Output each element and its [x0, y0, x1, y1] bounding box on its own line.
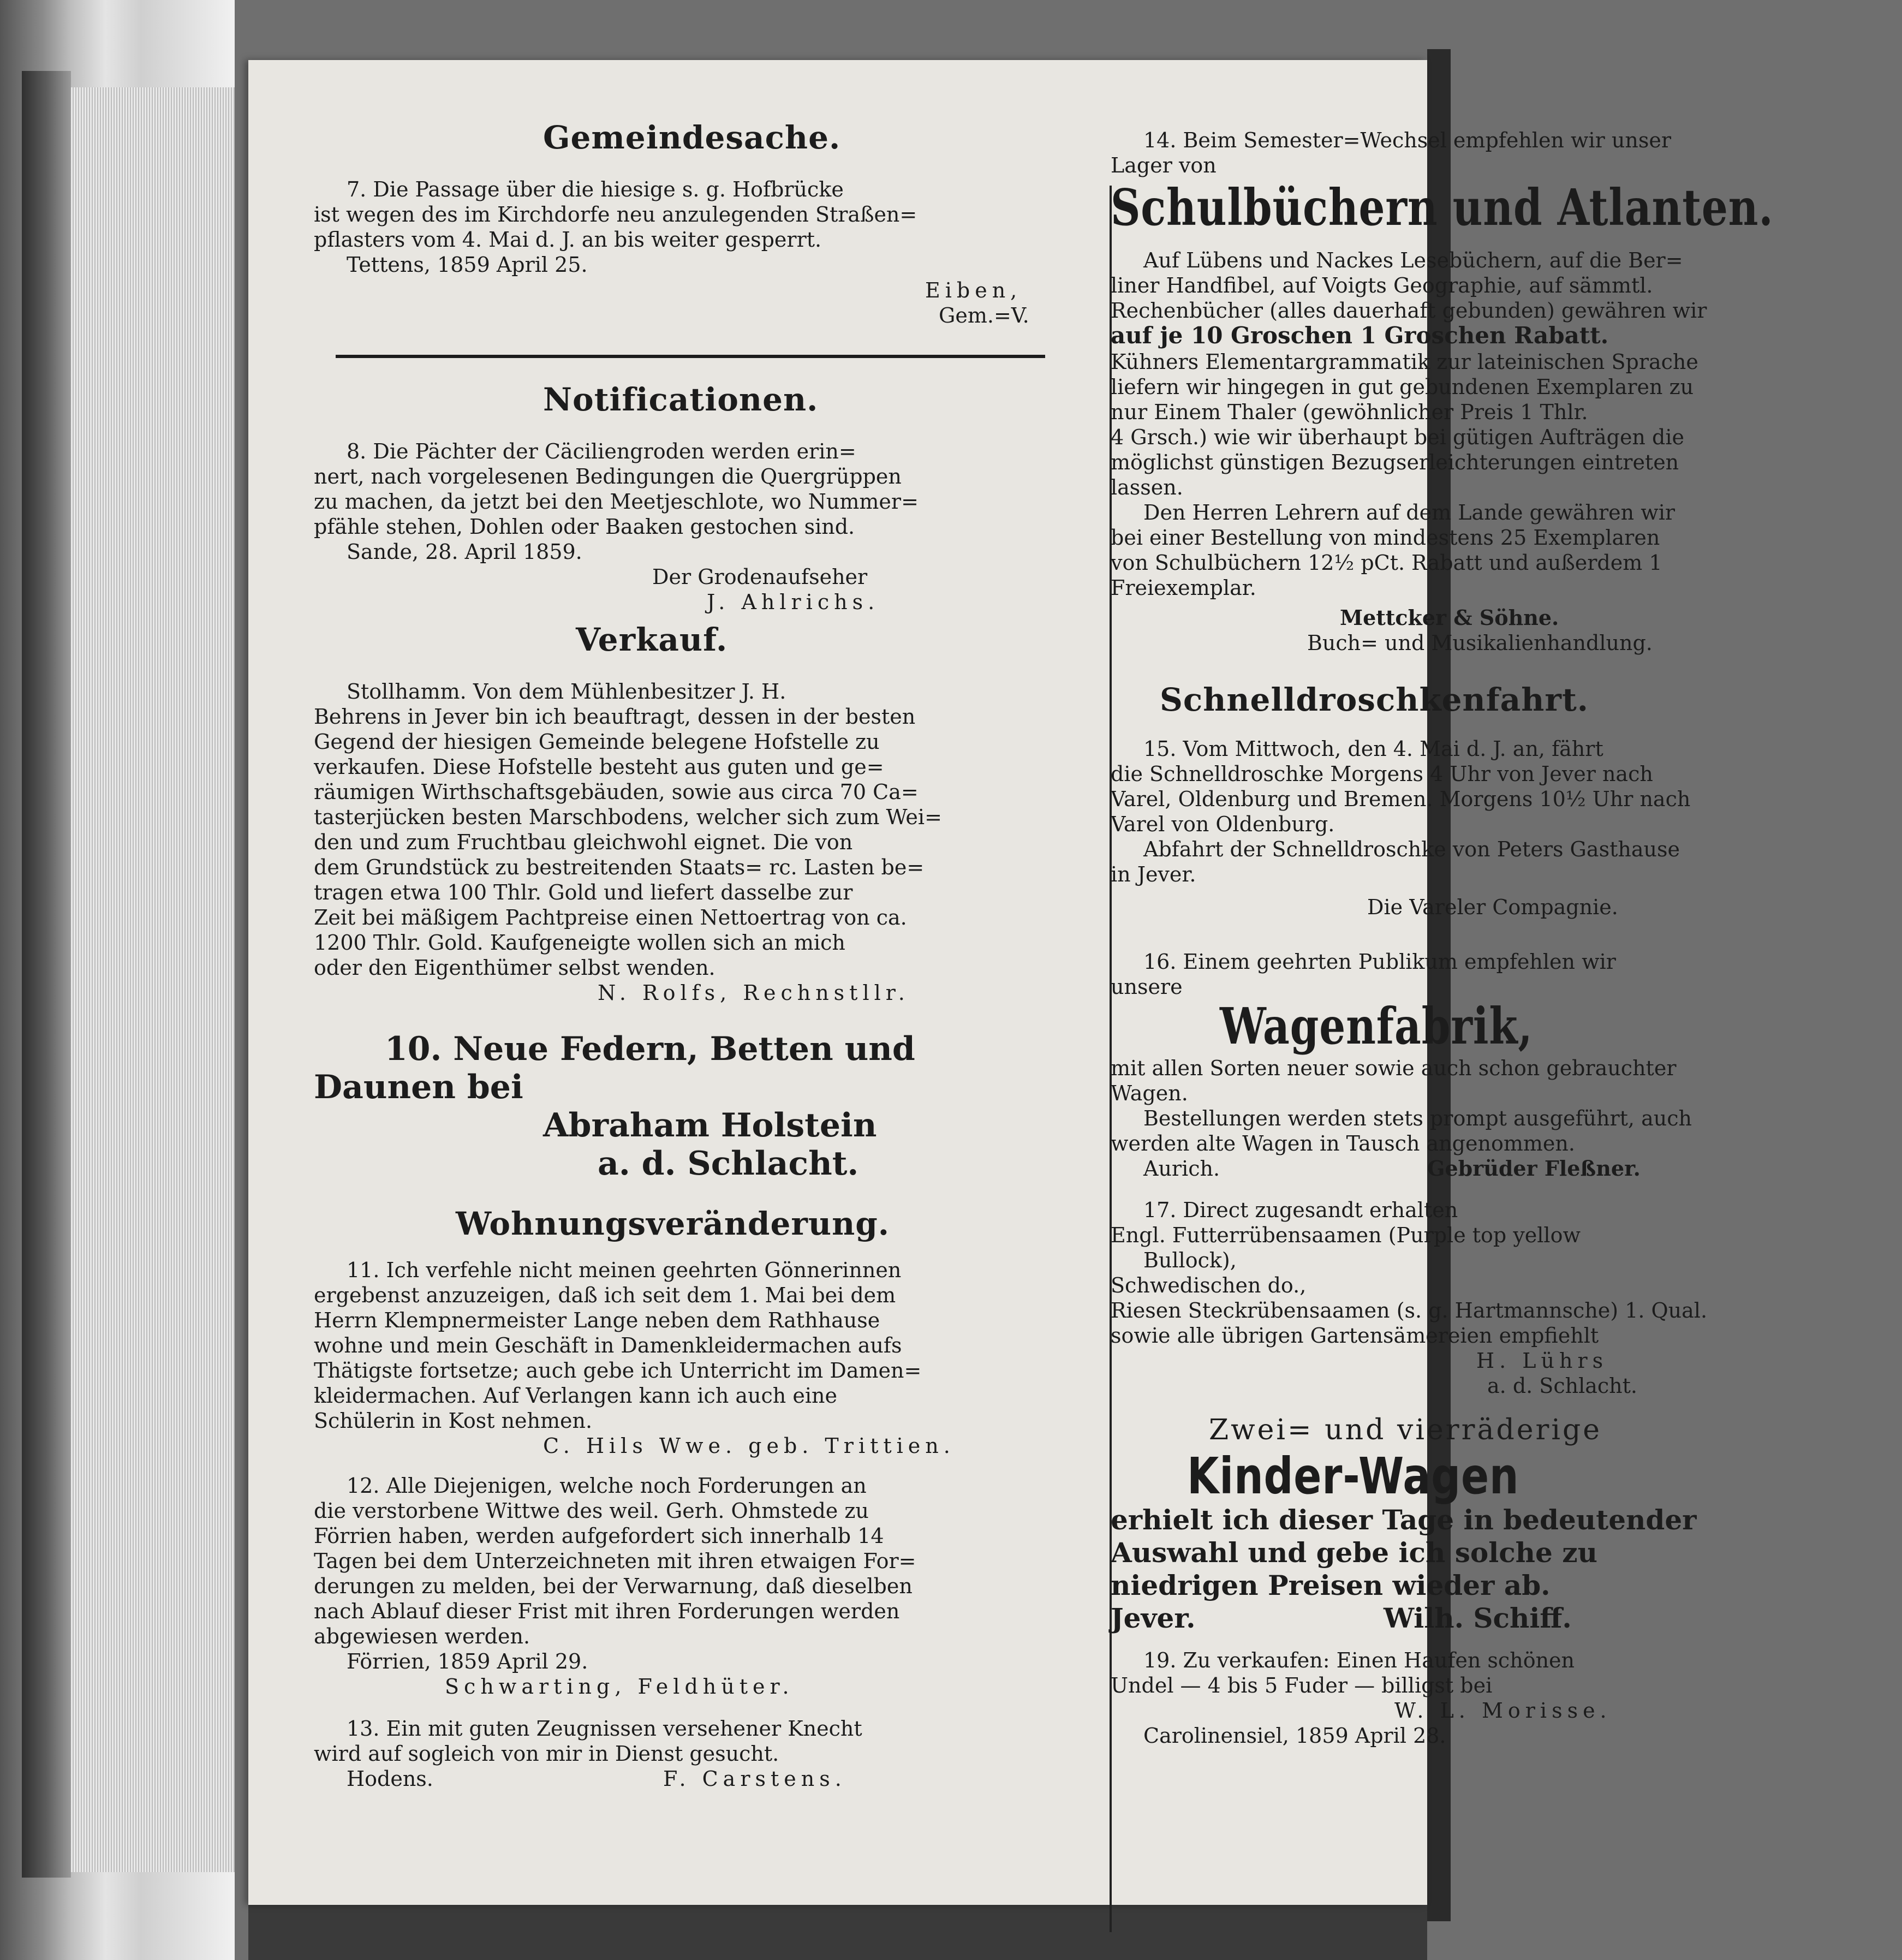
n19-date: Carolinensiel, 1859 April 28.	[1143, 1724, 1446, 1748]
n14-signer-2: Buch= und Musikalienhandlung.	[1307, 631, 1653, 655]
n12-line-6: nach Ablauf dieser Frist mit ihren Forderungen werden	[314, 1599, 900, 1623]
n18-headline: Kinder-Wagen	[1187, 1447, 1519, 1505]
n14-line-4: Kühners Elementargrammatik zur lateinischen Sprache	[1111, 350, 1698, 374]
n18-signer: Wilh. Schiff.	[1384, 1602, 1572, 1634]
verkauf-line-2: Behrens in Jever bin ich beauftragt, dessen in der besten	[314, 705, 916, 729]
notif-line-4: pfähle stehen, Dohlen oder Baaken gestochen sind.	[314, 515, 855, 539]
verkauf-line-10: Zeit bei mäßigem Pachtpreise einen Nettoertrag von ca.	[314, 905, 907, 930]
n12-line-4: Tagen bei dem Unterzeichneten mit ihren etwaigen For=	[314, 1549, 916, 1573]
n12-line-7: abgewiesen werden.	[314, 1624, 530, 1648]
gemeinde-signer-1: Eiben,	[925, 278, 1022, 302]
n14-line-11: bei einer Bestellung von mindestens 25 Exemplaren	[1111, 526, 1660, 550]
n14-line-2: liner Handfibel, auf Voigts Geographie, auf sämmtl.	[1111, 273, 1653, 297]
verkauf-line-8: dem Grundstück zu bestreitenden Staats= rc. Lasten be=	[314, 855, 925, 879]
page-stack	[71, 87, 235, 1872]
notif-line-3: zu machen, da jetzt bei den Meetjeschlote, wo Nummer=	[314, 490, 919, 514]
n14-line-8: möglichst günstigen Bezugserleichterungen eintreten	[1111, 450, 1679, 474]
verkauf-line-4: verkaufen. Diese Hofstelle besteht aus guten und ge=	[314, 755, 884, 779]
verkauf-line-11: 1200 Thlr. Gold. Kaufgeneigte wollen sich an mich	[314, 931, 845, 955]
notif-signer-1: Der Grodenaufseher	[652, 565, 868, 589]
wohnung-line-4: wohne und mein Geschäft in Damenkleidermachen aufs	[314, 1333, 902, 1357]
verkauf-line-12: oder den Eigenthümer selbst wenden.	[314, 956, 716, 980]
wohnung-line-7: Schülerin in Kost nehmen.	[314, 1409, 593, 1433]
n19-line-2: Undel — 4 bis 5 Fuder — billigst bei	[1111, 1673, 1493, 1697]
n17-signer-2: a. d. Schlacht.	[1487, 1374, 1637, 1398]
verkauf-line-9: tragen etwa 100 Thlr. Gold und liefert dasselbe zur	[314, 880, 853, 904]
n16-intro-1: 16. Einem geehrten Publikum empfehlen wir	[1143, 950, 1616, 974]
notif-line-5: Sande, 28. April 1859.	[347, 540, 582, 564]
book-page-edges	[0, 0, 235, 1960]
verkauf-signer: N. Rolfs, Rechnstllr.	[598, 981, 910, 1005]
n14-rabatt: auf je 10 Groschen 1 Groschen Rabatt.	[1111, 322, 1609, 349]
scan-border-bottom	[248, 1905, 1427, 1960]
n18-place: Jever.	[1111, 1602, 1196, 1634]
wohnung-signer: C. Hils Wwe. geb. Trittien.	[543, 1434, 955, 1458]
gemeinde-line-1: 7. Die Passage über die hiesige s. g. Hofbrücke	[347, 177, 844, 201]
n14-line-12: von Schulbüchern 12½ pCt. Rabatt und außerdem 1	[1111, 551, 1662, 575]
n16-place: Aurich.	[1143, 1157, 1220, 1181]
wohnung-line-5: Thätigste fortsetze; auch gebe ich Unterricht im Damen=	[314, 1359, 922, 1383]
verkauf-line-3: Gegend der hiesigen Gemeinde belegene Hofstelle zu	[314, 730, 880, 754]
n16-signer: Gebrüder Fleßner.	[1427, 1156, 1641, 1181]
notif-line-1: 8. Die Pächter der Cäciliengroden werden erin=	[347, 439, 856, 463]
n15-line-3: Varel, Oldenburg und Bremen. Morgens 10½ Uhr nach	[1111, 787, 1691, 811]
n15-line-2: die Schnelldroschke Morgens 4 Uhr von Jever nach	[1111, 762, 1653, 786]
n17-line-4: Schwedischen do.,	[1111, 1273, 1307, 1297]
notif-signer-2: J. Ahlrichs.	[707, 590, 880, 614]
n12-line-1: 12. Alle Diejenigen, welche noch Forderungen an	[347, 1474, 867, 1498]
n12-line-2: die verstorbene Wittwe des weil. Gerh. Ohmstede zu	[314, 1499, 869, 1523]
n12-line-5: derungen zu melden, bei der Verwarnung, daß dieselben	[314, 1574, 913, 1598]
n16-heading: Wagenfabrik,	[1220, 997, 1533, 1056]
n18-line-4: niedrigen Preisen wieder ab.	[1111, 1569, 1551, 1601]
n15-line-6: in Jever.	[1111, 862, 1196, 886]
n14-line-5: liefern wir hingegen in gut gebundenen Exemplaren zu	[1111, 375, 1694, 399]
n14-line-13: Freiexemplar.	[1111, 576, 1256, 600]
gemeinde-line-4: Tettens, 1859 April 25.	[347, 253, 588, 277]
verkauf-line-5: räumigen Wirthschaftsgebäuden, sowie aus circa 70 Ca=	[314, 780, 919, 804]
wohnung-heading: Wohnungsveränderung.	[456, 1205, 890, 1242]
federn-place: a. d. Schlacht.	[598, 1145, 859, 1183]
n13-line-1: 13. Ein mit guten Zeugnissen versehener Knecht	[347, 1717, 862, 1741]
n14-intro-1: 14. Beim Semester=Wechsel empfehlen wir unser	[1143, 128, 1672, 152]
n17-signer-1: H. Lührs	[1476, 1349, 1608, 1373]
verkauf-line-6: tasterjücken besten Marschbodens, welcher sich zum Wei=	[314, 805, 942, 829]
n15-line-1: 15. Vom Mittwoch, den 4. Mai d. J. an, fährt	[1143, 737, 1603, 761]
wohnung-line-3: Herrn Klempnermeister Lange neben dem Rathhause	[314, 1308, 880, 1332]
wohnung-line-6: kleidermachen. Auf Verlangen kann ich auch eine	[314, 1384, 837, 1408]
n17-line-6: sowie alle übrigen Gartensämereien empfiehlt	[1111, 1324, 1599, 1348]
n14-line-6: nur Einem Thaler (gewöhnlicher Preis 1 Thlr.	[1111, 400, 1588, 424]
n18-line-2: erhielt ich dieser Tage in bedeutender	[1111, 1504, 1697, 1536]
notif-line-2: nert, nach vorgelesenen Bedingungen die Quergrüppen	[314, 464, 902, 488]
gemeinde-heading: Gemeindesache.	[543, 119, 841, 156]
n15-line-5: Abfahrt der Schnelldroschke von Peters Gasthause	[1143, 837, 1680, 861]
n16-line-3: Bestellungen werden stets prompt ausgeführt, auch	[1143, 1106, 1692, 1130]
n19-line-1: 19. Zu verkaufen: Einen Haufen schönen	[1143, 1648, 1575, 1672]
gemeinde-line-2: ist wegen des im Kirchdorfe neu anzulegenden Straßen=	[314, 202, 917, 227]
n17-line-2: Engl. Futterrübensaamen (Purple top yellow	[1111, 1223, 1581, 1247]
n12-line-8: Förrien, 1859 April 29.	[347, 1649, 588, 1673]
n12-signer: Schwarting, Feldhüter.	[445, 1675, 794, 1699]
gemeinde-signer-2: Gem.=V.	[939, 303, 1029, 327]
n16-line-2: Wagen.	[1111, 1081, 1188, 1105]
n12-line-3: Förrien haben, werden aufgefordert sich innerhalb 14	[314, 1524, 884, 1548]
notif-heading: Notificationen.	[543, 381, 819, 418]
n13-place: Hodens.	[347, 1767, 433, 1791]
n14-line-7: 4 Grsch.) wie wir überhaupt bei gütigen Aufträgen die	[1111, 425, 1684, 449]
n14-line-9: lassen.	[1111, 475, 1183, 499]
n14-line-10: Den Herren Lehrern auf dem Lande gewähren wir	[1143, 501, 1676, 525]
n15-signer: Die Vareler Compagnie.	[1367, 895, 1618, 919]
n13-line-2: wird auf sogleich von mir in Dienst gesucht.	[314, 1742, 779, 1766]
n17-line-1: 17. Direct zugesandt erhalten	[1143, 1198, 1458, 1222]
verkauf-line-7: den und zum Fruchtbau gleichwohl eignet. Die von	[314, 830, 853, 854]
verkauf-heading: Verkauf.	[576, 621, 728, 658]
wohnung-line-2: ergebenst anzuzeigen, daß ich seit dem 1. Mai bei dem	[314, 1283, 896, 1307]
book-cover-edge	[22, 71, 71, 1878]
n16-line-4: werden alte Wagen in Tausch angenommen.	[1111, 1131, 1575, 1155]
n16-intro-2: unsere	[1111, 975, 1183, 999]
n14-headline: Schulbüchern und Atlanten.	[1111, 178, 1774, 237]
n14-signer-1: Mettcker & Söhne.	[1340, 605, 1559, 630]
n16-line-1: mit allen Sorten neuer sowie auch schon gebrauchter	[1111, 1056, 1677, 1080]
n18-line-3: Auswahl und gebe ich solche zu	[1111, 1536, 1597, 1569]
federn-name: Abraham Holstein	[543, 1106, 877, 1145]
federn-line-1: 10. Neue Federn, Betten und	[385, 1030, 915, 1068]
n14-intro-2: Lager von	[1111, 153, 1217, 177]
n14-line-3: Rechenbücher (alles dauerhaft gebunden) gewähren wir	[1111, 299, 1707, 323]
federn-line-2: Daunen bei	[314, 1068, 523, 1106]
gemeinde-line-3: pflasters vom 4. Mai d. J. an bis weiter gesperrt.	[314, 228, 822, 252]
n17-line-5: Riesen Steckrübensaamen (s. g. Hartmannsche) 1. Qual.	[1111, 1298, 1708, 1322]
n15-heading: Schnelldroschkenfahrt.	[1160, 681, 1589, 718]
n17-line-3: Bullock),	[1143, 1248, 1237, 1272]
n18-line-1: Zwei= und vierräderige	[1209, 1414, 1602, 1446]
newspaper-page	[248, 60, 1774, 1905]
n14-line-1: Auf Lübens und Nackes Lesebüchern, auf die Ber=	[1143, 248, 1683, 272]
wohnung-line-1: 11. Ich verfehle nicht meinen geehrten Gönnerinnen	[347, 1258, 902, 1282]
section-rule	[336, 355, 1045, 358]
n13-signer: F. Carstens.	[663, 1767, 846, 1791]
n15-line-4: Varel von Oldenburg.	[1111, 812, 1335, 836]
n19-signer: W. L. Morisse.	[1394, 1699, 1612, 1723]
verkauf-line-1: Stollhamm. Von dem Mühlenbesitzer J. H.	[347, 680, 786, 704]
